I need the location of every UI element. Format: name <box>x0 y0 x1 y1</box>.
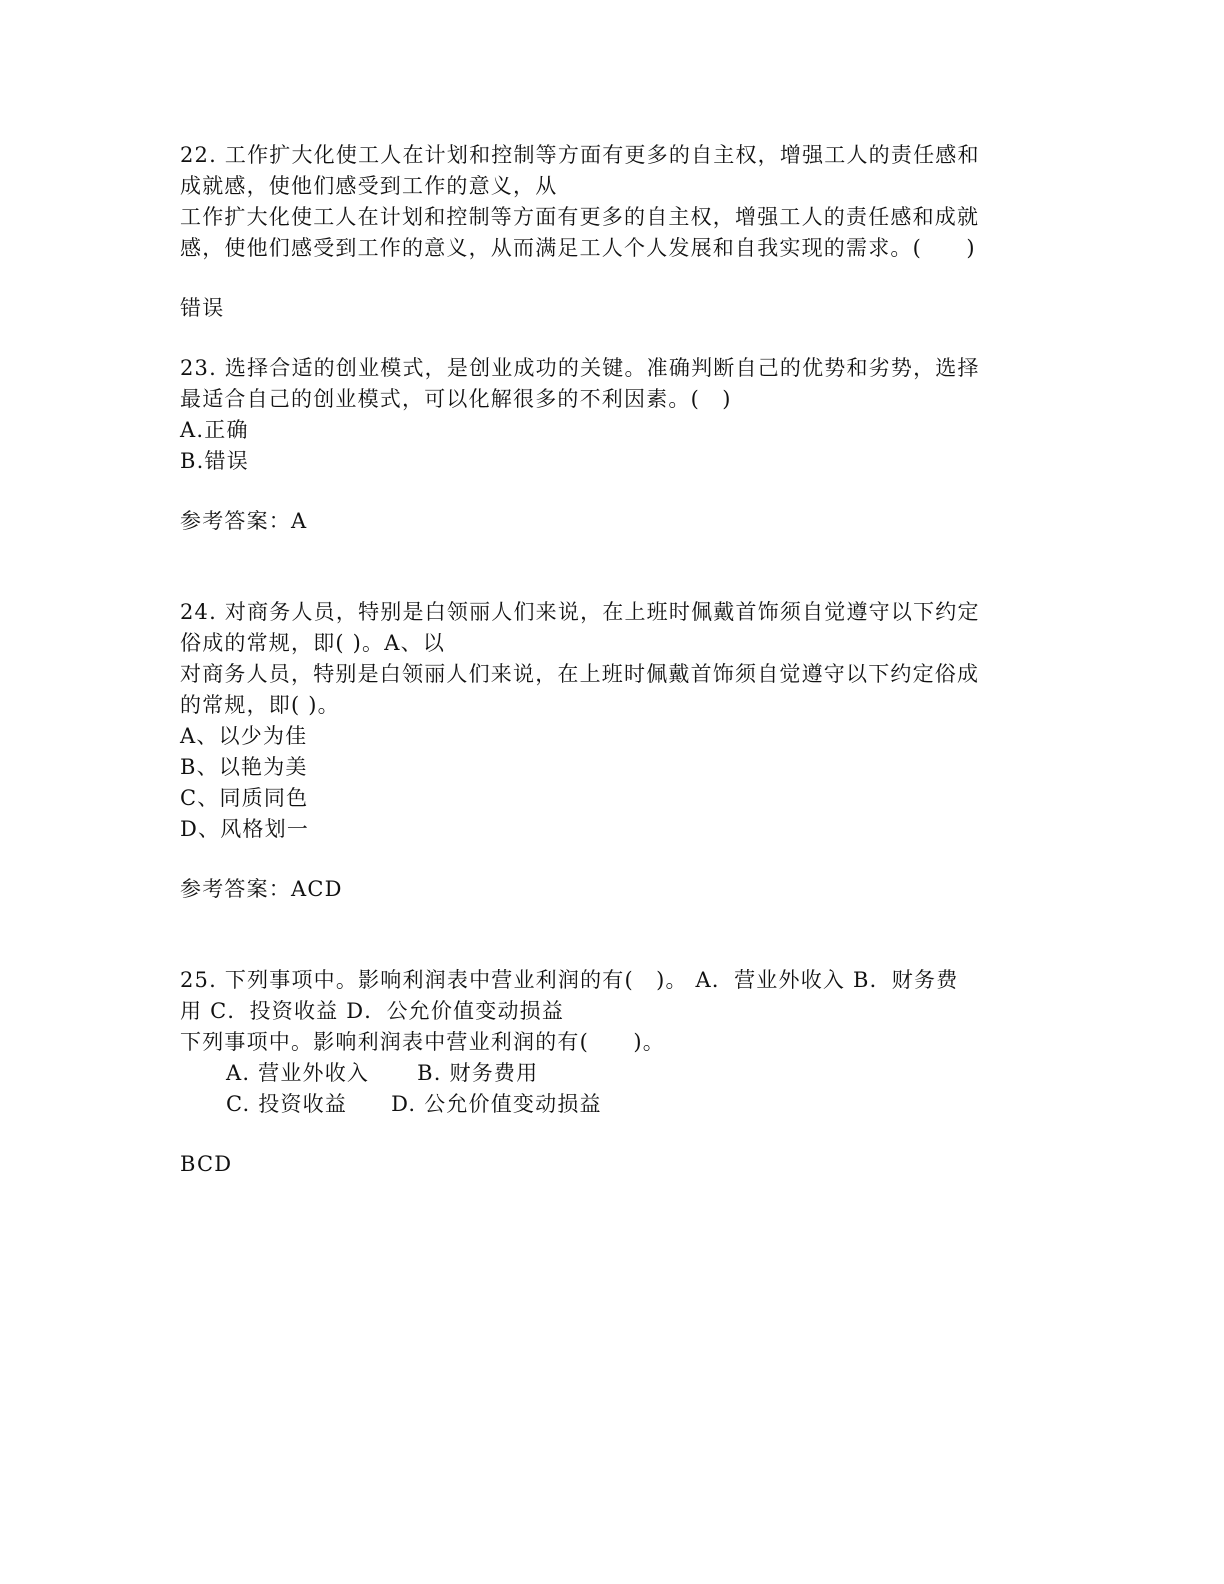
question-22 <box>180 140 1035 324</box>
question-24-option-c: C、同质同色 <box>180 786 309 810</box>
question-23-answer: 参考答案：A <box>180 509 308 533</box>
question-23-stem-line: 最适合自己的创业模式，可以化解很多的不利因素。( ) <box>180 387 732 411</box>
question-25-option-d: D. 公允价值变动损益 <box>391 1092 602 1116</box>
question-25-stem-line: 用 C．投资收益 D．公允价值变动损益 <box>180 999 565 1023</box>
question-24-answer: 参考答案：ACD <box>180 877 343 901</box>
question-25-option-a: A. 营业外收入 <box>226 1061 370 1085</box>
question-24-option-a: A、以少为佳 <box>180 724 308 748</box>
question-24-option-b: B、以艳为美 <box>180 755 308 779</box>
question-23 <box>180 353 1035 537</box>
question-22-stem-line: 感，使他们感受到工作的意义，从而满足工人个人发展和自我实现的需求。( ) <box>180 236 976 260</box>
question-25-stem-line: 25. 下列事项中。影响利润表中营业利润的有( )。 A．营业外收入 B．财务费 <box>180 968 959 992</box>
question-25-option-b: B. 财务费用 <box>417 1061 539 1085</box>
question-24-stem-line: 俗成的常规，即( )。A、以 <box>180 631 446 655</box>
question-22-stem-line: 22. 工作扩大化使工人在计划和控制等方面有更多的自主权，增强工人的责任感和 <box>180 143 980 167</box>
question-22-answer: 错误 <box>180 296 225 320</box>
question-23-stem-line: 23. 选择合适的创业模式，是创业成功的关键。准确判断自己的优势和劣势，选择 <box>180 356 980 380</box>
question-25-option-c: C. 投资收益 <box>226 1092 348 1116</box>
question-25-options-row <box>180 1089 1035 1120</box>
question-23-option-a: A.正确 <box>180 418 249 442</box>
question-24-stem-line: 的常规，即( )。 <box>180 693 340 717</box>
question-24-stem-line: 对商务人员，特别是白领丽人们来说，在上班时佩戴首饰须自觉遵守以下约定俗成 <box>180 662 980 686</box>
question-22-stem-line: 工作扩大化使工人在计划和控制等方面有更多的自主权，增强工人的责任感和成就 <box>180 205 980 229</box>
question-23-option-b: B.错误 <box>180 449 249 473</box>
question-25-stem-line: 下列事项中。影响利润表中营业利润的有( )。 <box>180 1030 665 1054</box>
question-25 <box>180 965 1035 1180</box>
question-25-options-row <box>180 1058 1035 1089</box>
question-24-stem-line: 24. 对商务人员，特别是白领丽人们来说，在上班时佩戴首饰须自觉遵守以下约定 <box>180 600 980 624</box>
question-24-option-d: D、风格划一 <box>180 817 310 841</box>
question-22-stem-line: 成就感，使他们感受到工作的意义，从 <box>180 174 558 198</box>
question-24 <box>180 597 1035 905</box>
question-25-answer: BCD <box>180 1152 233 1176</box>
document-page <box>180 140 1035 1180</box>
